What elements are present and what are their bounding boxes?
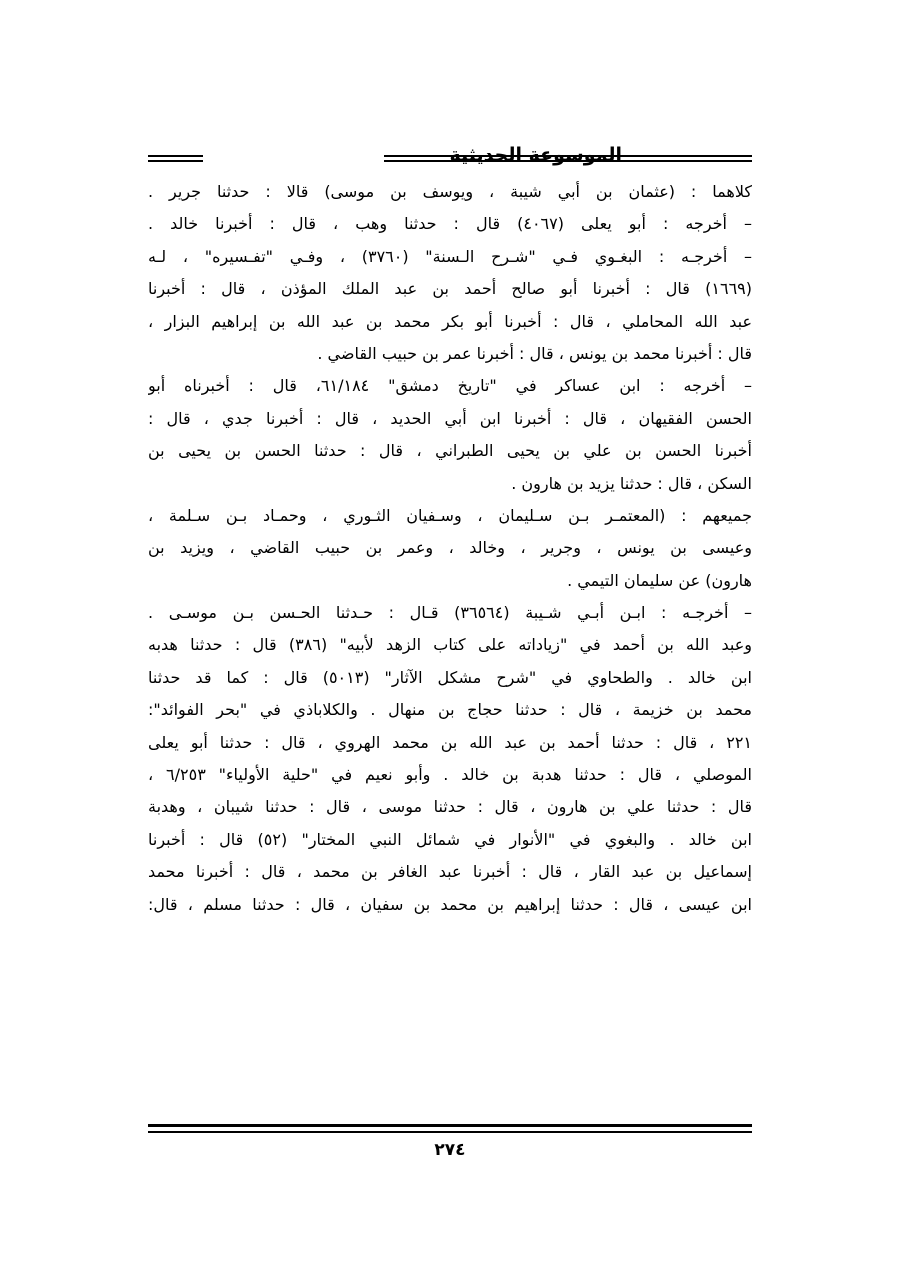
text-line: ابن خالد . والبغوي في "الأنوار في شمائل النبي المختار" (٥٢) قال : أخبرنا — [148, 829, 752, 849]
text-line: عبد الله المحاملي ، قال : أخبرنا أبو بكر محمد بن عبد الله بن إبراهيم البزار ، — [148, 311, 752, 331]
text-line: (١٦٦٩) قال : أخبرنا أبو صالح أحمد بن عبد الملك المؤذن ، قال : أخبرنا — [148, 279, 752, 299]
text-line: وعيسى بن يونس ، وجرير ، وخالد ، وعمر بن حبيب القاضي ، ويزيد بن — [148, 538, 752, 558]
text-line: قال : أخبرنا محمد بن يونس ، قال : أخبرنا عمر بن حبيب القاضي . — [317, 343, 752, 363]
text-line: – أخرجـه : ابـن أبـي شـيبة (٣٦٥٦٤) قـال : حـدثنا الحـسن بـن موسـى . — [148, 603, 752, 623]
text-line: – أخرجه : أبو يعلى (٤٠٦٧) قال : حدثنا وهب ، قال : أخبرنا خالد . — [148, 214, 752, 234]
main-text — [148, 176, 752, 921]
text-line: – أخرجـه : البغـوي فـي "شـرح الـسنة" (٣٧٦٠) ، وفـي "تفـسيره" ، لـه — [148, 246, 752, 266]
text-line: جميعهم : (المعتمـر بـن سـليمان ، وسـفيان الثـوري ، وحمـاد بـن سـلمة ، — [148, 505, 752, 525]
text-line: الحسن الفقيهان ، قال : أخبرنا ابن أبي الحديد ، قال : أخبرنا جدي ، قال : — [148, 408, 752, 428]
footer-rule — [148, 1124, 752, 1133]
text-line: ابن خالد . والطحاوي في "شرح مشكل الآثار" (٥٠١٣) قال : كما قد حدثنا — [148, 667, 752, 687]
text-line: هارون) عن سليمان التيمي . — [567, 570, 752, 590]
text-line: محمد بن خزيمة ، قال : حدثنا حجاج بن منهال . والكلاباذي في "بحر الفوائد": — [148, 700, 752, 720]
text-line: الموصلي ، قال : حدثنا هدبة بن خالد . وأبو نعيم في "حلية الأولياء" ٦/٢٥٣ ، — [148, 765, 752, 785]
text-line: كلاهما : (عثمان بن أبي شيبة ، ويوسف بن موسى) قالا : حدثنا جرير . — [148, 182, 752, 201]
text-line: ٢٢١ ، قال : حدثنا أحمد بن عبد الله بن محمد الهروي ، قال : حدثنا أبو يعلى — [148, 732, 752, 752]
page-number: ٢٧٤ — [434, 1140, 466, 1160]
text-line: أخبرنا الحسن بن علي بن يحيى الطبراني ، قال : حدثنا الحسن بن يحيى بن — [148, 441, 752, 461]
running-header — [148, 143, 752, 171]
header-title: الموسوعة الحديثية — [449, 144, 622, 166]
text-line: وعبد الله بن أحمد في "زياداته على كتاب الزهد لأبيه" (٣٨٦) قال : حدثنا هدبه — [148, 635, 752, 655]
text-line: السكن ، قال : حدثنا يزيد بن هارون . — [511, 473, 752, 493]
text-line: ابن عيسى ، قال : حدثنا إبراهيم بن محمد بن سفيان ، قال : حدثنا مسلم ، قال: — [148, 894, 752, 914]
header-rule-left — [148, 155, 203, 162]
text-line: – أخرجه : ابن عساكر في "تاريخ دمشق" ٦١/١٨٤، قال : أخبرناه أبو — [148, 376, 752, 396]
text-line: إسماعيل بن عبد القار ، قال : أخبرنا عبد الغافر بن محمد ، قال : أخبرنا محمد — [148, 862, 752, 882]
text-line: قال : حدثنا علي بن هارون ، قال : حدثنا موسى ، قال : حدثنا شيبان ، وهدبة — [148, 797, 752, 817]
